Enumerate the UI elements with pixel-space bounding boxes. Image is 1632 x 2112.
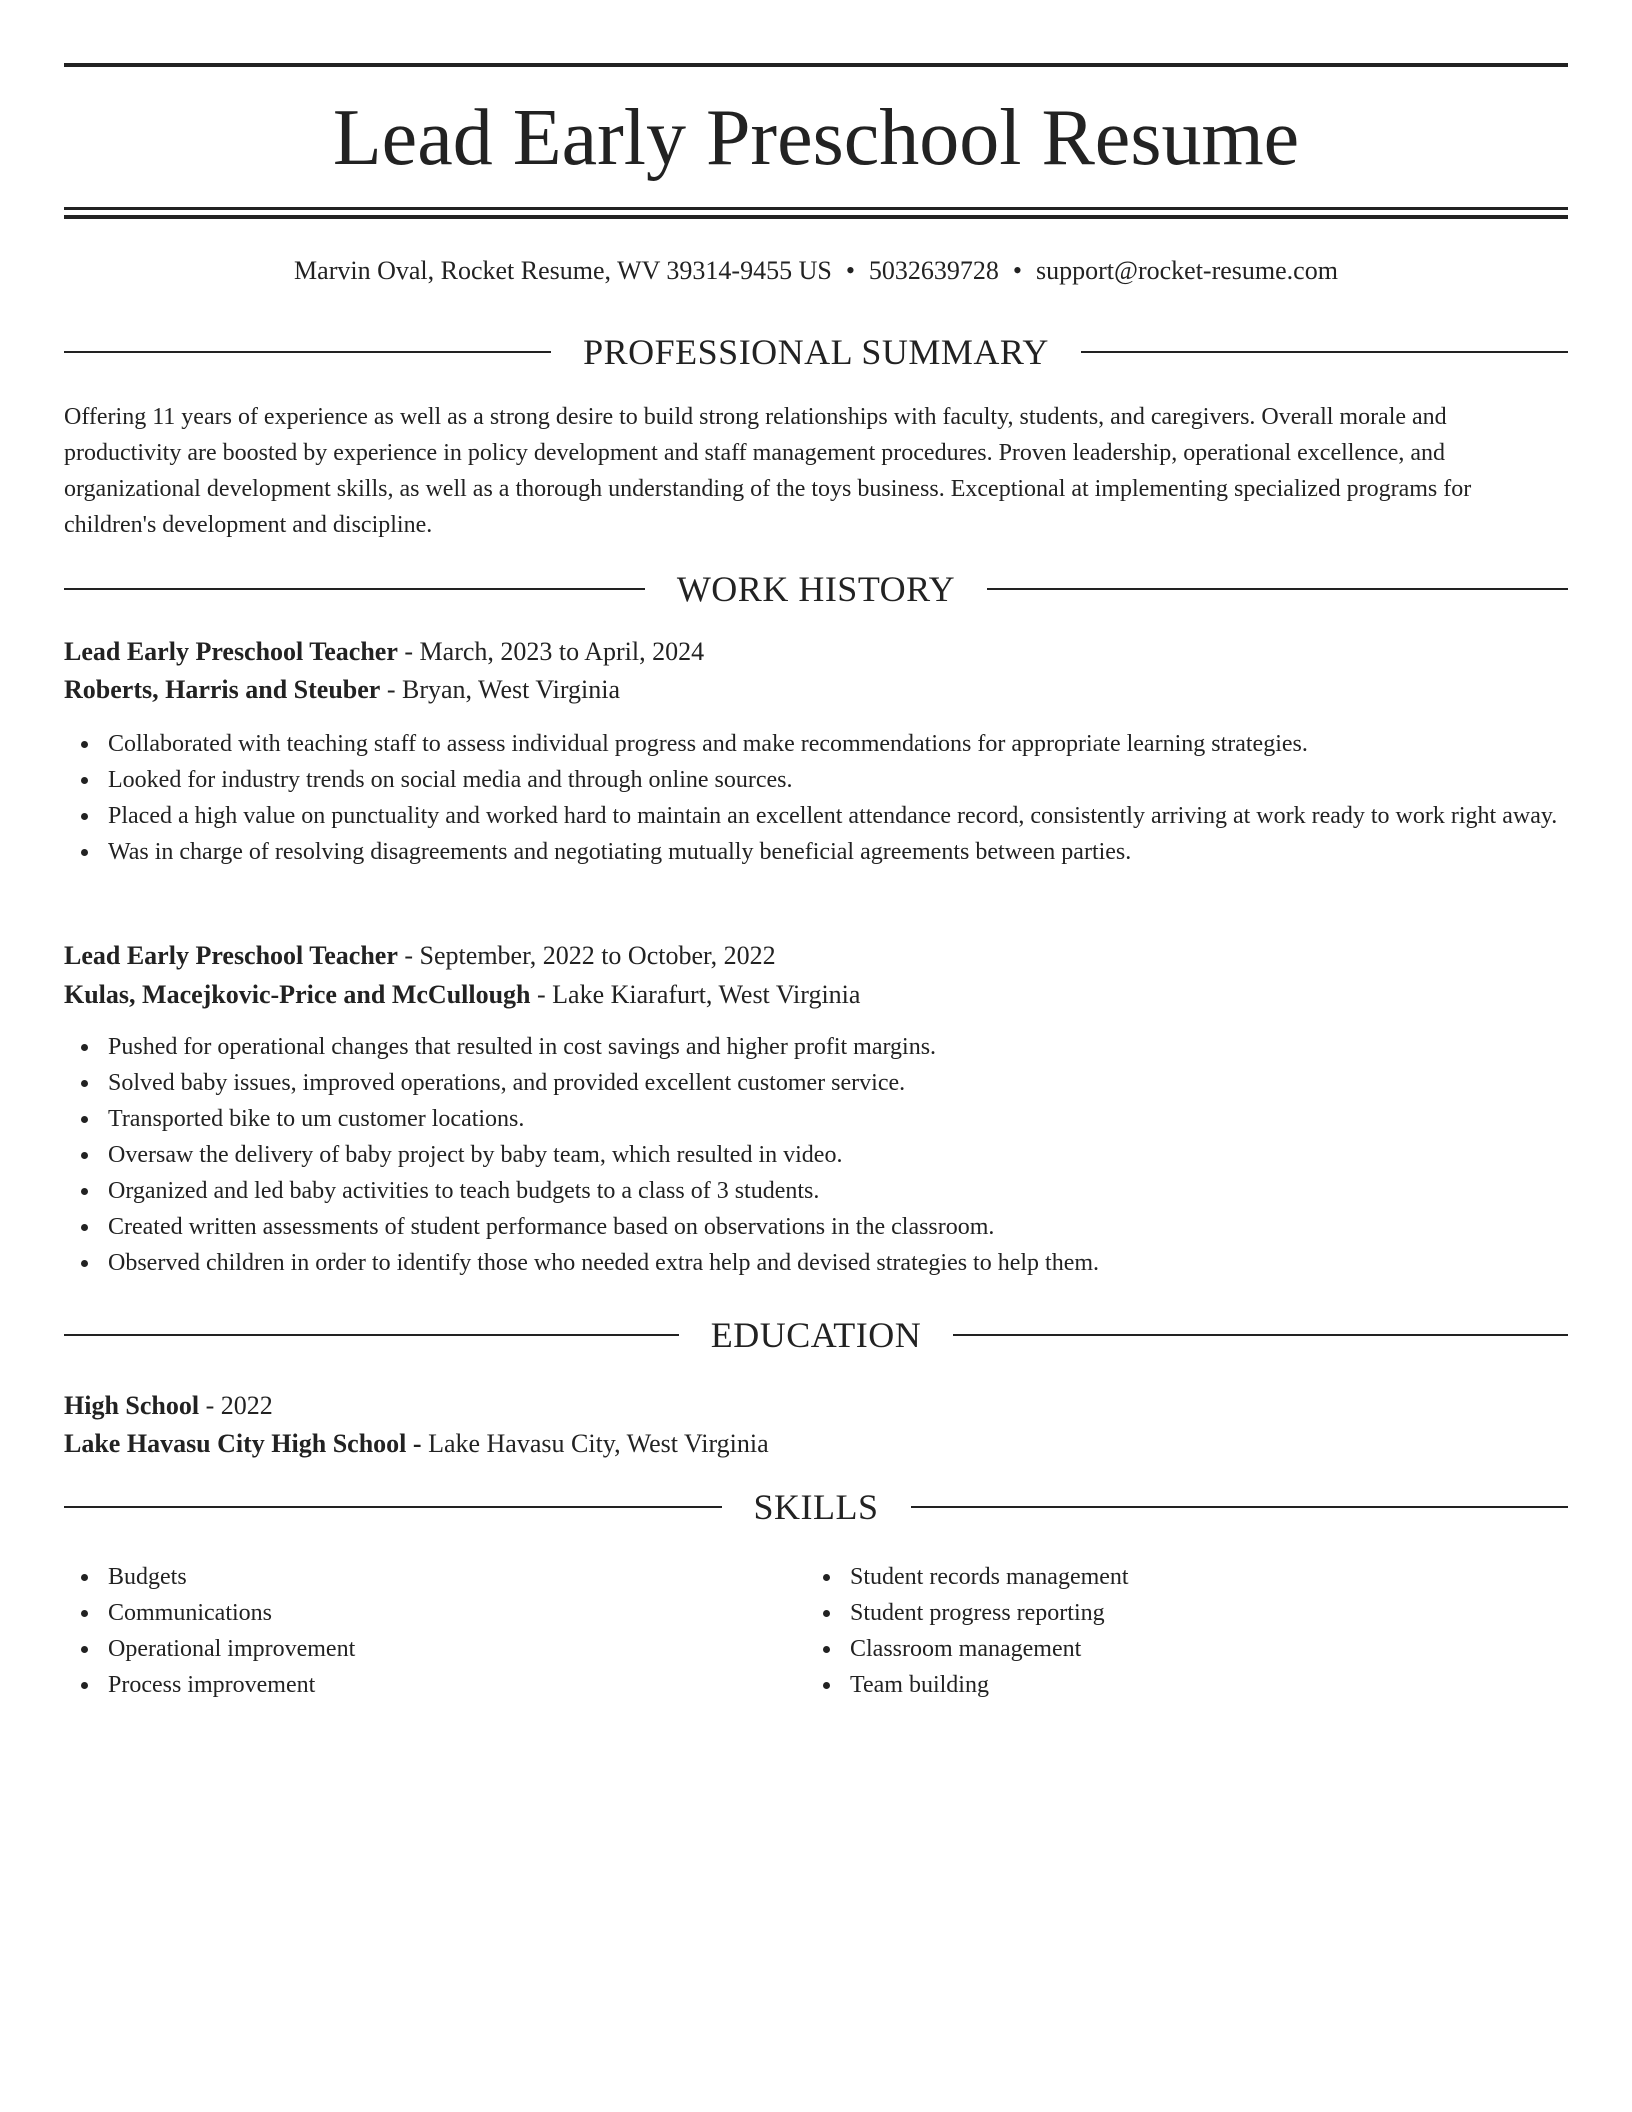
- job-company-line: [64, 672, 1568, 708]
- title-rule-lower: [64, 215, 1568, 219]
- section-heading-skills: [64, 1485, 1568, 1529]
- job-bullets: [64, 1029, 1568, 1281]
- page-title: Lead Early Preschool Resume: [332, 94, 1300, 182]
- job-title: Lead Early Preschool Teacher: [64, 941, 398, 970]
- contact-phone: 5032639728: [868, 256, 999, 285]
- heading-rule-left: [64, 588, 645, 590]
- heading-rule-left: [64, 351, 551, 353]
- list-item: Organized and led baby activities to teach budgets to a class of 3 students.: [108, 1173, 1568, 1209]
- skill-item: Operational improvement: [108, 1631, 764, 1667]
- skill-item: Student progress reporting: [850, 1595, 1506, 1631]
- list-item: Was in charge of resolving disagreements and negotiating mutually beneficial agreements between parties.: [108, 834, 1568, 870]
- skills-list-left: [64, 1559, 764, 1703]
- job-location: - Bryan, West Virginia: [380, 675, 621, 704]
- education-school-line: [64, 1426, 1568, 1462]
- skill-item: Budgets: [108, 1559, 764, 1595]
- job-company-line: [64, 977, 1568, 1013]
- skill-item: Classroom management: [850, 1631, 1506, 1667]
- list-item: Pushed for operational changes that resulted in cost savings and higher profit margins.: [108, 1029, 1568, 1065]
- contact-separator: •: [845, 256, 855, 285]
- heading-rule-right: [987, 588, 1568, 590]
- list-item: Collaborated with teaching staff to assess individual progress and make recommendations for appropriate learning strategies.: [108, 726, 1568, 762]
- heading-rule-left: [64, 1506, 722, 1508]
- heading-rule-right: [911, 1506, 1569, 1508]
- section-title: EDUCATION: [710, 1315, 922, 1355]
- skill-item: Communications: [108, 1595, 764, 1631]
- education-year: - 2022: [199, 1391, 273, 1420]
- skills-list-right: [806, 1559, 1506, 1703]
- job-location: - Lake Kiarafurt, West Virginia: [530, 980, 861, 1009]
- education-degree: High School: [64, 1391, 200, 1420]
- contact-address: Marvin Oval, Rocket Resume, WV 39314-9455 US: [294, 256, 832, 285]
- section-heading-education: [64, 1313, 1568, 1357]
- title-rule-upper: [64, 207, 1568, 210]
- job-dates: - September, 2022 to October, 2022: [397, 941, 776, 970]
- skill-item: Team building: [850, 1667, 1506, 1703]
- education-location: Lake Havasu City, West Virginia: [421, 1429, 769, 1458]
- section-title: WORK HISTORY: [676, 569, 956, 609]
- list-item: Created written assessments of student performance based on observations in the classroom.: [108, 1209, 1568, 1245]
- contact-separator: •: [1012, 256, 1023, 285]
- section-title: PROFESSIONAL SUMMARY: [583, 332, 1049, 372]
- list-item: Oversaw the delivery of baby project by baby team, which resulted in video.: [108, 1137, 1568, 1173]
- section-heading-work-history: [64, 567, 1568, 611]
- job-dates: - March, 2023 to April, 2024: [397, 637, 705, 666]
- heading-rule-right: [1081, 351, 1568, 353]
- education-school: Lake Havasu City High School -: [64, 1429, 422, 1458]
- section-title: SKILLS: [753, 1487, 879, 1527]
- job-title: Lead Early Preschool Teacher: [64, 637, 398, 666]
- skill-item: Process improvement: [108, 1667, 764, 1703]
- section-heading-summary: [64, 330, 1568, 374]
- list-item: Placed a high value on punctuality and worked hard to maintain an excellent attendance record, consistently arriving at work ready to work right away.: [108, 798, 1568, 834]
- education-degree-line: [64, 1388, 1568, 1424]
- list-item: Observed children in order to identify those who needed extra help and devised strategies to help them.: [108, 1245, 1568, 1281]
- job-bullets: [64, 726, 1568, 870]
- list-item: Solved baby issues, improved operations, and provided excellent customer service.: [108, 1065, 1568, 1101]
- skill-item: Student records management: [850, 1559, 1506, 1595]
- summary-text: Offering 11 years of experience as well as a strong desire to build strong relationships with faculty, students, and caregivers. Overall morale and productivity are boosted by experience in policy development and staff management procedures. Proven leadership, operational excellence, and organizational development skills, as well as a thorough understanding of the toys business. Exceptional at implementing specialized programs for children's development and discipline.: [64, 404, 1472, 538]
- top-rule: [64, 63, 1568, 67]
- list-item: Transported bike to um customer locations.: [108, 1101, 1568, 1137]
- list-item: Looked for industry trends on social media and through online sources.: [108, 762, 1568, 798]
- heading-rule-left: [64, 1334, 679, 1336]
- job-company: Kulas, Macejkovic-Price and McCullough: [64, 980, 531, 1009]
- job-title-line: [64, 938, 1568, 974]
- heading-rule-right: [953, 1334, 1568, 1336]
- job-company: Roberts, Harris and Steuber: [64, 675, 381, 704]
- job-title-line: [64, 634, 1568, 670]
- contact-email: support@rocket-resume.com: [1036, 256, 1338, 285]
- contact-line: [64, 254, 1568, 288]
